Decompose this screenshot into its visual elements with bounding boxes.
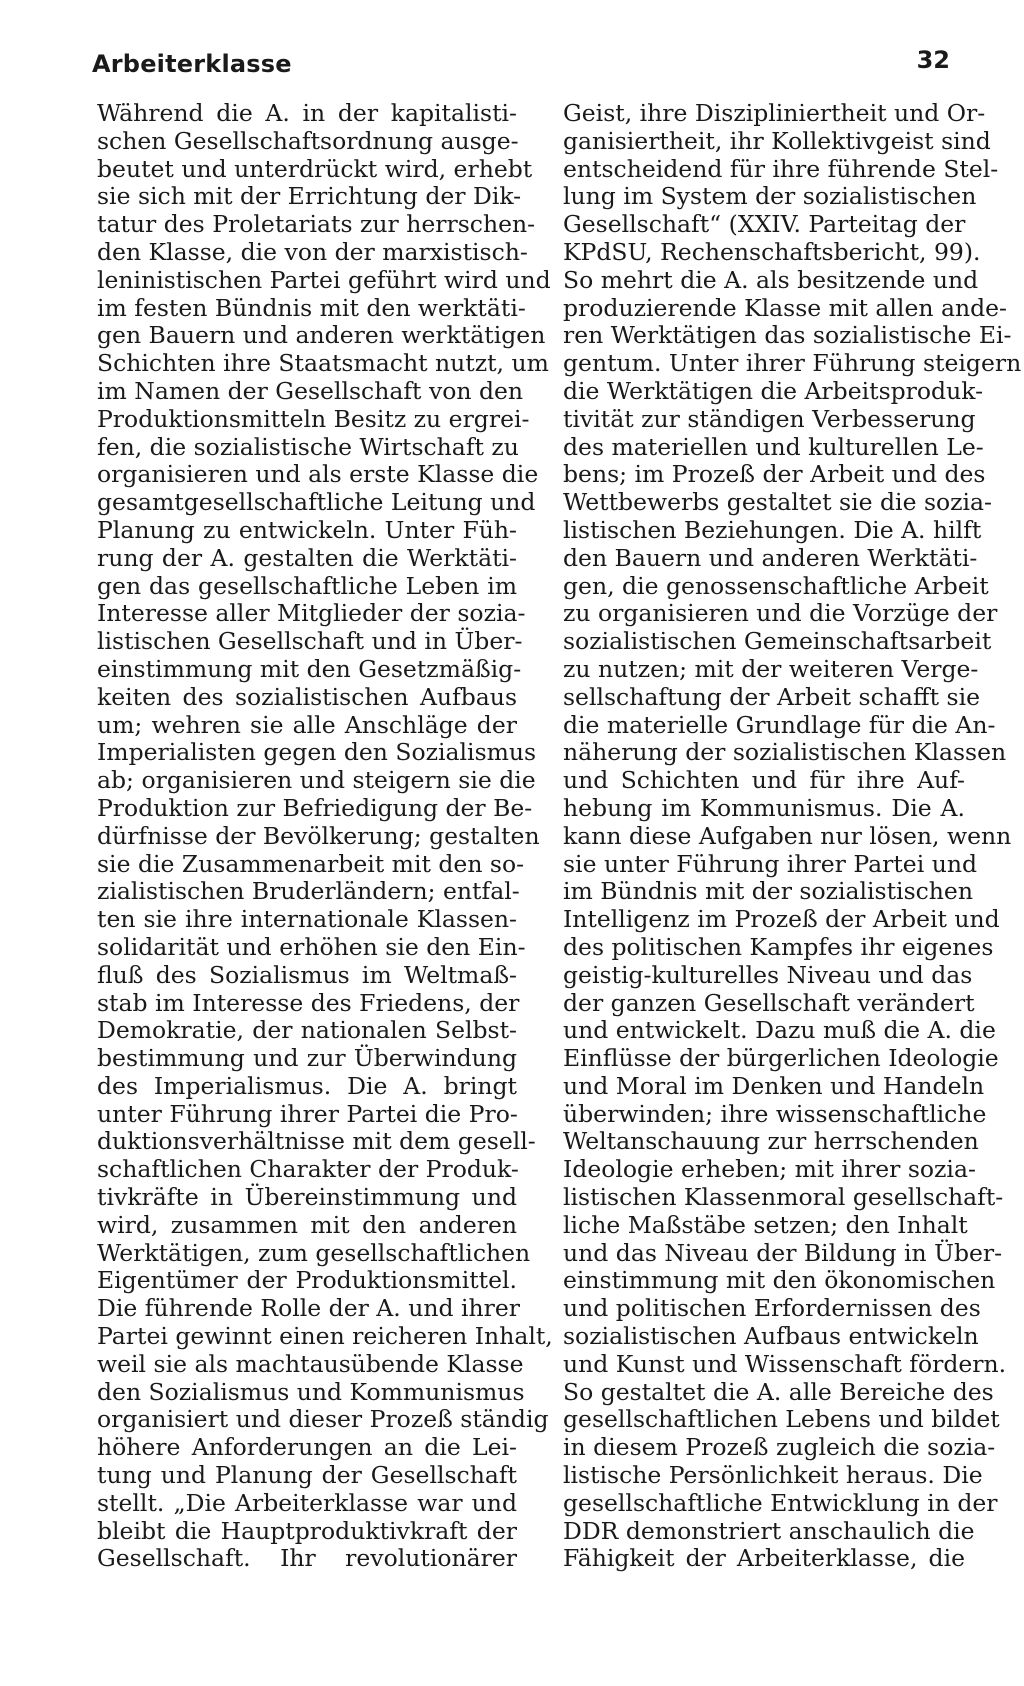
text-line: die Werktätigen die Arbeitsproduk-: [563, 376, 984, 405]
text-line: entscheidend für ihre führende Stel-: [563, 154, 999, 183]
text-line: solidarität und erhöhen sie den Ein-: [97, 932, 526, 961]
text-line: Imperialisten gegen den Sozialismus: [97, 738, 537, 767]
text-line: bestimmung und zur Überwindung: [97, 1044, 517, 1073]
text-line: und Kunst und Wissenschaft fördern.: [563, 1349, 1007, 1378]
text-line: KPdSU, Rechenschaftsbericht, 99).: [563, 237, 981, 266]
text-line: gentum. Unter ihrer Führung steigern: [563, 349, 1022, 378]
text-line: kann diese Aufgaben nur lösen, wenn: [563, 821, 1012, 850]
text-line: zialistischen Bruderländern; entfal-: [97, 877, 520, 906]
text-line: tung und Planung der Gesellschaft: [97, 1461, 517, 1490]
text-line: Planung zu entwickeln. Unter Füh-: [97, 515, 517, 544]
text-line: in diesem Prozeß zugleich die sozia-: [563, 1433, 996, 1462]
text-line: leninistischen Partei geführt wird und: [97, 265, 551, 294]
text-line: fluß des Sozialismus im Weltmaß-: [97, 960, 517, 989]
page-title: Arbeiterklasse: [92, 50, 292, 78]
text-line: Während die A. in der kapitalisti-: [97, 99, 517, 127]
text-line: sie sich mit der Errichtung der Dik-: [97, 182, 522, 211]
text-line: überwinden; ihre wissenschaftliche: [563, 1099, 987, 1128]
text-line: und das Niveau der Bildung in Über-: [563, 1238, 1003, 1267]
text-line: keiten des sozialistischen Aufbaus: [97, 682, 517, 711]
text-line: listischen Klassenmoral gesellschaft-: [563, 1183, 1004, 1212]
text-line: näherung der sozialistischen Klassen: [563, 738, 1007, 767]
text-column-left: [97, 99, 553, 1573]
text-line: So mehrt die A. als besitzende und: [563, 265, 979, 294]
text-line: einstimmung mit den Gesetzmäßig-: [97, 654, 522, 683]
text-line: Gesellschaft. Ihr revolutionärer: [97, 1544, 517, 1573]
text-line: beutet und unterdrückt wird, erhebt: [97, 154, 533, 183]
text-line: Interesse aller Mitglieder der sozia-: [97, 599, 526, 628]
text-line: hebung im Kommunismus. Die A.: [563, 793, 965, 822]
text-line: Wettbewerbs gestaltet sie die sozia-: [563, 488, 993, 517]
text-line: des politischen Kampfes ihr eigenes: [563, 932, 994, 961]
text-line: liche Maßstäbe setzen; den Inhalt: [563, 1210, 968, 1239]
text-line: ab; organisieren und steigern sie die: [97, 766, 536, 795]
text-line: Intelligenz im Prozeß der Arbeit und: [563, 905, 1000, 934]
text-line: gesellschaftlichen Lebens und bildet: [563, 1405, 1000, 1434]
text-line: den Klasse, die von der marxistisch-: [97, 237, 528, 266]
text-line: Geist, ihre Diszipliniertheit und Or-: [563, 99, 986, 127]
text-line: zu organisieren und die Vorzüge der: [563, 599, 998, 628]
text-line: und entwickelt. Dazu muß die A. die: [563, 1016, 996, 1045]
text-line: einstimmung mit den ökonomischen: [563, 1266, 996, 1295]
text-line: tatur des Proletariats zur herrschen-: [97, 210, 536, 239]
text-line: lung im System der sozialistischen: [563, 182, 977, 211]
text-line: listische Persönlichkeit heraus. Die: [563, 1461, 983, 1490]
text-line: und politischen Erfordernissen des: [563, 1294, 981, 1323]
text-line: weil sie als machtausübende Klasse: [97, 1349, 524, 1378]
page-number: 32: [916, 46, 950, 74]
text-line: sozialistischen Aufbaus entwickeln: [563, 1322, 979, 1351]
text-line: produzierende Klasse mit allen ande-: [563, 293, 1007, 322]
text-column-right: [563, 99, 1022, 1573]
text-line: Produktionsmitteln Besitz zu ergrei-: [97, 404, 530, 433]
text-line: im Bündnis mit der sozialistischen: [563, 877, 973, 906]
text-line: und Moral im Denken und Handeln: [563, 1071, 985, 1100]
text-line: organisiert und dieser Prozeß ständig: [97, 1405, 549, 1434]
text-line: bens; im Prozeß der Arbeit und des: [563, 460, 986, 489]
text-line: im Namen der Gesellschaft von den: [97, 376, 524, 405]
text-line: tivität zur ständigen Verbesserung: [563, 404, 976, 433]
text-line: die materielle Grundlage für die An-: [563, 710, 996, 739]
text-line: ren Werktätigen das sozialistische Ei-: [563, 321, 1012, 350]
text-line: Gesellschaft“ (XXIV. Parteitag der: [563, 210, 966, 239]
text-line: fen, die sozialistische Wirtschaft zu: [97, 432, 519, 461]
text-line: Eigentümer der Produktionsmittel.: [97, 1266, 517, 1295]
text-line: der ganzen Gesellschaft verändert: [563, 988, 975, 1017]
text-line: ten sie ihre internationale Klassen-: [97, 905, 517, 934]
text-line: Die führende Rolle der A. und ihrer: [97, 1294, 521, 1323]
text-line: stab im Interesse des Friedens, der: [97, 988, 520, 1017]
text-line: Produktion zur Befriedigung der Be-: [97, 793, 533, 822]
text-line: So gestaltet die A. alle Bereiche des: [563, 1377, 994, 1406]
text-line: sellschaftung der Arbeit schafft sie: [563, 682, 980, 711]
text-line: ganisiertheit, ihr Kollektivgeist sind: [563, 126, 991, 155]
text-line: um; wehren sie alle Anschläge der: [97, 710, 517, 739]
text-line: listischen Gesellschaft und in Über-: [97, 627, 523, 656]
text-line: gesellschaftliche Entwicklung in der: [563, 1488, 998, 1517]
text-line: wird, zusammen mit den anderen: [97, 1210, 517, 1239]
text-line: Schichten ihre Staatsmacht nutzt, um: [97, 349, 549, 378]
text-line: geistig-kulturelles Niveau und das: [563, 960, 973, 989]
text-line: gen, die genossenschaftliche Arbeit: [563, 571, 989, 600]
text-line: Demokratie, der nationalen Selbst-: [97, 1016, 517, 1045]
text-line: Einflüsse der bürgerlichen Ideologie: [563, 1044, 999, 1073]
text-line: sie unter Führung ihrer Partei und: [563, 849, 978, 878]
text-line: gen Bauern und anderen werktätigen: [97, 321, 546, 350]
text-line: zu nutzen; mit der weiteren Verge-: [563, 654, 979, 683]
text-line: schen Gesellschaftsordnung ausge-: [97, 126, 519, 155]
text-line: Werktätigen, zum gesellschaftlichen: [97, 1238, 531, 1267]
text-line: unter Führung ihrer Partei die Pro-: [97, 1099, 518, 1128]
text-line: duktionsverhältnisse mit dem gesell-: [97, 1127, 536, 1156]
text-line: DDR demonstriert anschaulich die: [563, 1516, 975, 1545]
text-line: den Sozialismus und Kommunismus: [97, 1377, 525, 1406]
text-line: Partei gewinnt einen reicheren Inhalt,: [97, 1322, 553, 1351]
text-line: im festen Bündnis mit den werktäti-: [97, 293, 526, 322]
text-line: organisieren und als erste Klasse die: [97, 460, 539, 489]
text-line: sie die Zusammenarbeit mit den so-: [97, 849, 525, 878]
text-line: stellt. „Die Arbeiterklasse war und: [97, 1488, 517, 1517]
text-line: listischen Beziehungen. Die A. hilft: [563, 515, 982, 544]
text-line: schaftlichen Charakter der Produk-: [97, 1155, 519, 1184]
text-line: gesamtgesellschaftliche Leitung und: [97, 488, 536, 517]
text-line: tivkräfte in Übereinstimmung und: [97, 1183, 517, 1212]
text-line: des Imperialismus. Die A. bringt: [97, 1071, 517, 1100]
text-line: und Schichten und für ihre Auf-: [563, 766, 965, 795]
text-line: rung der A. gestalten die Werktäti-: [97, 543, 517, 572]
text-line: dürfnisse der Bevölkerung; gestalten: [97, 821, 540, 850]
text-line: Weltanschauung zur herrschenden: [563, 1127, 979, 1156]
text-line: bleibt die Hauptproduktivkraft der: [97, 1516, 517, 1545]
text-line: den Bauern und anderen Werktäti-: [563, 543, 978, 572]
text-line: Ideologie erheben; mit ihrer sozia-: [563, 1155, 976, 1184]
text-line: des materiellen und kulturellen Le-: [563, 432, 984, 461]
text-line: sozialistischen Gemeinschaftsarbeit: [563, 627, 992, 656]
text-line: höhere Anforderungen an die Lei-: [97, 1433, 517, 1462]
text-line: Fähigkeit der Arbeiterklasse, die: [563, 1544, 965, 1573]
text-line: gen das gesellschaftliche Leben im: [97, 571, 517, 600]
